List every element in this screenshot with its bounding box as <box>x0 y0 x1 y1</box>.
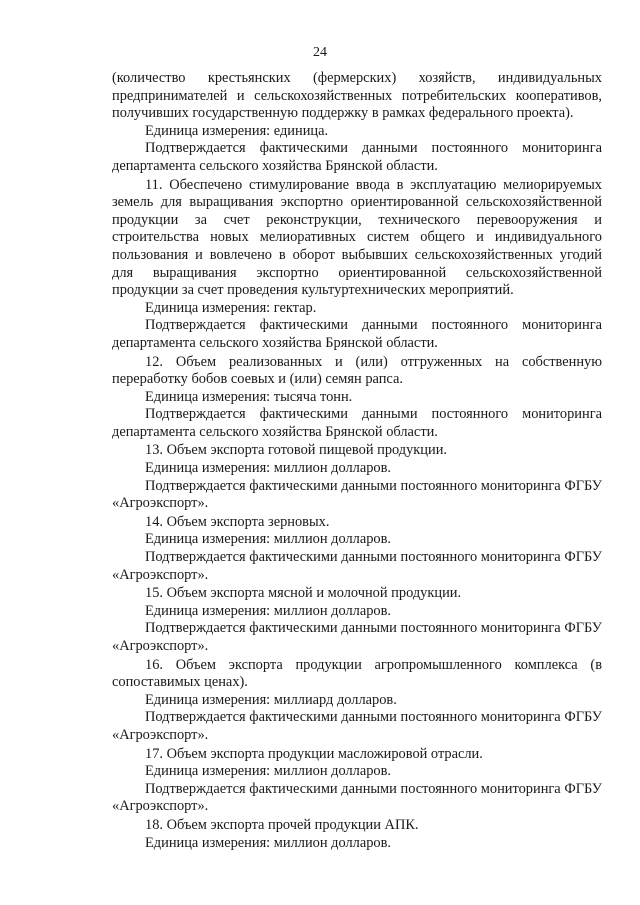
confirmation-source: Подтверждается фактическими данными постоянного мониторинга ФГБУ «Агроэкспорт». <box>112 477 602 512</box>
unit-of-measure: Единица измерения: миллиард долларов. <box>145 691 397 708</box>
unit-of-measure: Единица измерения: гектар. <box>145 299 317 316</box>
paragraph-continuation: (количество крестьянских (фермерских) хозяйств, индивидуальных предпринимателей и сельскохозяйственных потребительских кооперативов, получивших государственную поддержку в рамках федерального проекта). <box>112 70 602 122</box>
indicator-13: 13. Объем экспорта готовой пищевой продукции. <box>145 442 448 459</box>
document-body <box>112 70 602 852</box>
indicator-12: 12. Объем реализованных и (или) отгруженных на собственную переработку бобов соевых и (или) семян рапса. <box>112 353 602 388</box>
confirmation-source: Подтверждается фактическими данными постоянного мониторинга ФГБУ «Агроэкспорт». <box>112 620 602 654</box>
confirmation-source: Подтверждается фактическими данными постоянного мониторинга департамента сельского хозяйства Брянской области. <box>112 317 602 351</box>
confirmation-source: Подтверждается фактическими данными постоянного мониторинга ФГБУ «Агроэкспорт». <box>112 709 602 743</box>
indicator-11: 11. Обеспечено стимулирование ввода в эксплуатацию мелиорируемых земель для выращивания экспортно ориентированной сельскохозяйственной продукции за счет реконструкции, технического перевооружения и строительства новых мелиоративных систем общего и индивидуального пользования и вовлечено в оборот выбывших сельскохозяйственных угодий для выращивания экспортно ориентированной сельскохозяйственной продукции за счет проведения культуртехнических мероприятий. <box>112 176 602 299</box>
indicator-14: 14. Объем экспорта зерновых. <box>145 513 330 530</box>
unit-of-measure: Единица измерения: миллион долларов. <box>145 602 392 619</box>
indicator-16: 16. Объем экспорта продукции агропромышленного комплекса (в сопоставимых ценах). <box>112 656 602 691</box>
unit-of-measure: Единица измерения: миллион долларов. <box>145 460 392 477</box>
unit-of-measure: Единица измерения: миллион долларов. <box>145 531 392 548</box>
unit-of-measure: Единица измерения: единица. <box>145 122 329 139</box>
page-number: 24 <box>313 45 327 60</box>
indicator-17: 17. Объем экспорта продукции масложировой отрасли. <box>145 745 483 762</box>
confirmation-source: Подтверждается фактическими данными постоянного мониторинга департамента сельского хозяйства Брянской области. <box>112 406 602 440</box>
unit-of-measure: Единица измерения: миллион долларов. <box>145 834 392 851</box>
indicator-15: 15. Объем экспорта мясной и молочной продукции. <box>145 585 462 602</box>
confirmation-source: Подтверждается фактическими данными постоянного мониторинга ФГБУ «Агроэкспорт». <box>112 549 602 583</box>
indicator-18: 18. Объем экспорта прочей продукции АПК. <box>145 816 419 833</box>
unit-of-measure: Единица измерения: тысяча тонн. <box>145 388 353 405</box>
confirmation-source: Подтверждается фактическими данными постоянного мониторинга департамента сельского хозяйства Брянской области. <box>112 140 602 174</box>
confirmation-source: Подтверждается фактическими данными постоянного мониторинга ФГБУ «Агроэкспорт». <box>112 780 602 815</box>
unit-of-measure: Единица измерения: миллион долларов. <box>145 763 392 780</box>
